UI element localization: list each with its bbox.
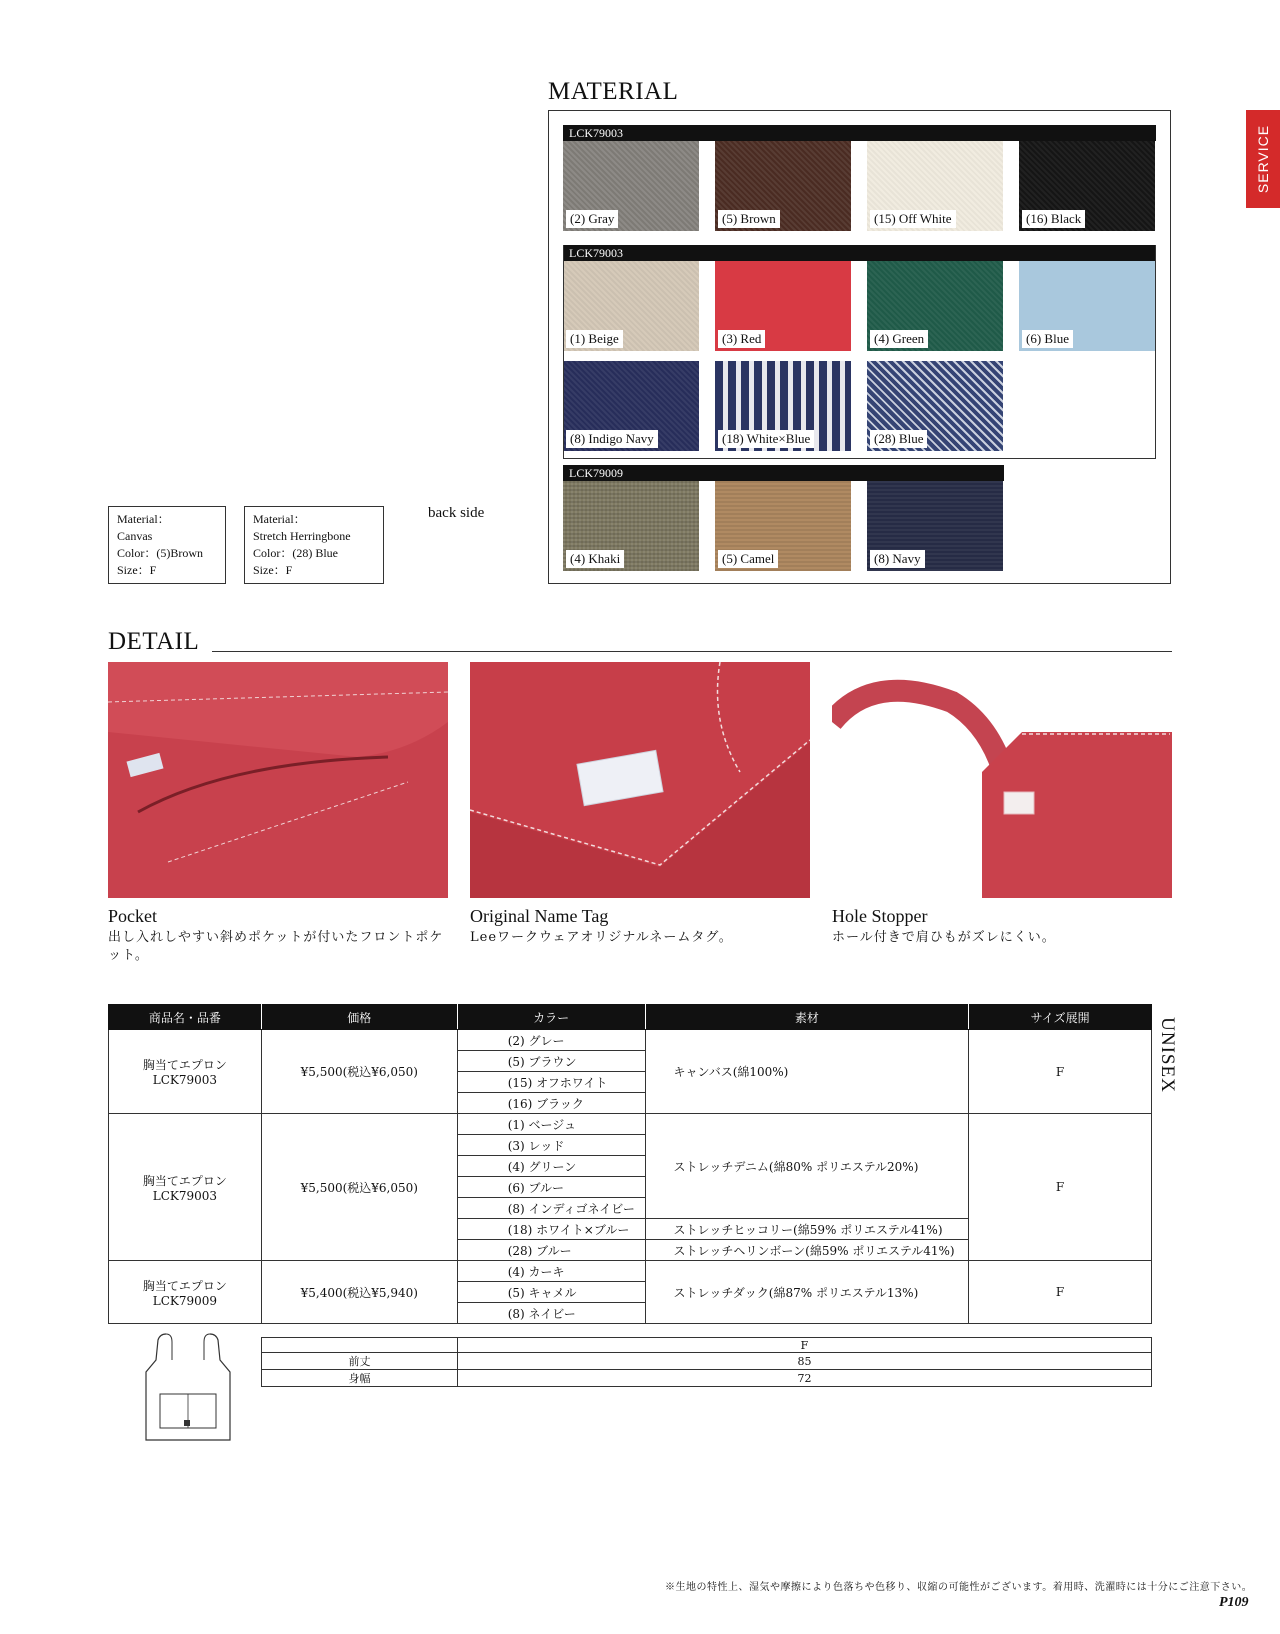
- spec-line: Color：(28) Blue: [253, 546, 338, 560]
- color-cell: (16) ブラック: [457, 1093, 645, 1114]
- size-header-blank: [262, 1338, 458, 1353]
- pocket-caption-text: 出し入れしやすい斜めポケットが付いたフロントポケット。: [108, 930, 444, 963]
- swatch-label: (5) Brown: [718, 210, 780, 228]
- name-tag-caption-title: Original Name Tag: [470, 906, 609, 926]
- size-label: 前丈: [262, 1353, 458, 1370]
- swatch-label: (5) Camel: [718, 550, 778, 568]
- spec-box-canvas: [108, 506, 226, 584]
- page-number: P109: [1219, 1595, 1249, 1610]
- header-color: カラー: [457, 1005, 645, 1030]
- spec-box-herringbone: [244, 506, 384, 584]
- material-cell: キャンバス(綿100%): [645, 1030, 969, 1114]
- swatch-beige: [563, 261, 699, 351]
- service-tab-label: SERVICE: [1255, 124, 1271, 194]
- size-cell: F: [969, 1030, 1152, 1114]
- color-cell: (3) レッド: [457, 1135, 645, 1156]
- product-name: 胸当てエプロン: [142, 1058, 227, 1072]
- price-cell: ¥5,400(税込¥5,940): [261, 1261, 457, 1324]
- swatch-label: (1) Beige: [566, 330, 623, 348]
- size-header-row: [262, 1338, 1152, 1353]
- swatch-indigo-navy: [563, 361, 699, 451]
- name-tag-photo: [470, 662, 810, 898]
- color-cell: (4) グリーン: [457, 1156, 645, 1177]
- spec-line: Material：: [117, 512, 170, 526]
- swatch-label: (28) Blue: [870, 430, 927, 448]
- unisex-text: UNISEX: [1157, 1017, 1179, 1093]
- group-code-bar: LCK79003: [563, 245, 1156, 261]
- product-table: [108, 1004, 1152, 1324]
- header-size: サイズ展開: [969, 1005, 1152, 1030]
- header-material: 素材: [645, 1005, 969, 1030]
- table-row: [109, 1114, 1152, 1135]
- swatch-khaki: [563, 481, 699, 571]
- swatch-label: (18) White×Blue: [718, 430, 814, 448]
- swatch-brown: [715, 141, 851, 231]
- product-name: 胸当てエプロン: [142, 1173, 227, 1188]
- spec-line: Stretch Herringbone: [253, 529, 351, 543]
- unisex-label: [1152, 1005, 1182, 1105]
- swatch-black: [1019, 141, 1155, 231]
- swatch-label: (4) Khaki: [566, 550, 624, 568]
- size-value: 85: [458, 1353, 1152, 1370]
- color-cell: (2) グレー: [457, 1030, 645, 1051]
- color-cell: (28) ブルー: [457, 1240, 645, 1261]
- size-label: 身幅: [262, 1370, 458, 1387]
- product-code: LCK79009: [152, 1293, 218, 1308]
- swatch-off-white: [867, 141, 1003, 231]
- size-value: 72: [458, 1370, 1152, 1387]
- spec-line: Canvas: [117, 529, 153, 543]
- hole-stopper-photo-art: [832, 662, 1172, 898]
- color-cell: (18) ホワイト×ブルー: [457, 1219, 645, 1240]
- swatch-blue: [1019, 261, 1155, 351]
- swatch-white-blue: [715, 361, 851, 451]
- pocket-photo-art: [108, 662, 448, 898]
- swatch-label: (8) Indigo Navy: [566, 430, 658, 448]
- table-row: [109, 1261, 1152, 1282]
- material-title: MATERIAL: [548, 78, 679, 105]
- material-cell: ストレッチヒッコリー(綿59% ポリエステル41%): [645, 1219, 969, 1240]
- size-cell: F: [969, 1114, 1152, 1261]
- color-cell: (5) ブラウン: [457, 1051, 645, 1072]
- product-name: 胸当てエプロン: [142, 1278, 227, 1293]
- color-cell: (4) カーキ: [457, 1261, 645, 1282]
- name-tag-photo-art: [470, 662, 810, 898]
- back-side-label: back side: [428, 505, 485, 521]
- price-cell: ¥5,500(税込¥6,050): [261, 1030, 457, 1114]
- color-cell: (15) オフホワイト: [457, 1072, 645, 1093]
- size-header: F: [458, 1338, 1152, 1353]
- swatch-gray: [563, 141, 699, 231]
- size-table: [261, 1337, 1152, 1387]
- apron-diagram: [138, 1332, 238, 1444]
- size-cell: F: [969, 1261, 1152, 1324]
- swatch-label: (15) Off White: [870, 210, 956, 228]
- table-header-row: [109, 1005, 1152, 1030]
- group-code-bar: LCK79003: [563, 125, 1156, 141]
- header-name: 商品名・品番: [109, 1005, 262, 1030]
- color-cell: (1) ベージュ: [457, 1114, 645, 1135]
- header-price: 価格: [261, 1005, 457, 1030]
- name-tag-caption-text: Leeワークウェアオリジナルネームタグ。: [470, 930, 733, 945]
- care-note: ※生地の特性上、湿気や摩擦により色落ちや色移り、収縮の可能性がございます。着用時、洗濯時には十分にご注意下さい。: [665, 1582, 1253, 1593]
- swatch-camel: [715, 481, 851, 571]
- spec-line: Material：: [253, 512, 306, 526]
- color-cell: (6) ブルー: [457, 1177, 645, 1198]
- size-row: [262, 1353, 1152, 1370]
- detail-rule: [212, 651, 1172, 652]
- spec-line: Size：F: [117, 563, 157, 577]
- swatch-label: (16) Black: [1022, 210, 1085, 228]
- price-cell: ¥5,500(税込¥6,050): [261, 1114, 457, 1261]
- swatch-red: [715, 261, 851, 351]
- hole-stopper-caption-text: ホール付きで肩ひもがズレにくい。: [832, 930, 1056, 945]
- swatch-herringbone-blue: [867, 361, 1003, 451]
- detail-title: DETAIL: [108, 628, 200, 655]
- color-cell: (8) ネイビー: [457, 1303, 645, 1324]
- swatch-green: [867, 261, 1003, 351]
- material-cell: ストレッチヘリンボーン(綿59% ポリエステル41%): [645, 1240, 969, 1261]
- swatch-label: (6) Blue: [1022, 330, 1073, 348]
- hole-stopper-photo: [832, 662, 1172, 898]
- material-cell: ストレッチダック(綿87% ポリエステル13%): [645, 1261, 969, 1324]
- spec-line: Size：F: [253, 563, 293, 577]
- group-code-bar: LCK79009: [563, 465, 1004, 481]
- product-code: LCK79003: [152, 1188, 218, 1203]
- swatch-label: (8) Navy: [870, 550, 925, 568]
- pocket-caption-title: Pocket: [108, 906, 157, 926]
- swatch-label: (4) Green: [870, 330, 928, 348]
- spec-line: Color：(5)Brown: [117, 546, 203, 560]
- hole-stopper-caption-title: Hole Stopper: [832, 906, 928, 926]
- product-code: LCK79003: [152, 1073, 218, 1087]
- swatch-label: (3) Red: [718, 330, 765, 348]
- swatch-navy: [867, 481, 1003, 571]
- size-row: [262, 1370, 1152, 1387]
- material-cell: ストレッチデニム(綿80% ポリエステル20%): [645, 1114, 969, 1219]
- material-box: [548, 110, 1171, 584]
- product-name-cell: [109, 1030, 262, 1114]
- product-name-cell: [109, 1261, 262, 1324]
- service-side-tab: [1246, 110, 1280, 208]
- product-name-cell: [109, 1114, 262, 1261]
- color-cell: (5) キャメル: [457, 1282, 645, 1303]
- swatch-label: (2) Gray: [566, 210, 618, 228]
- table-row: [109, 1030, 1152, 1051]
- color-cell: (8) インディゴネイビー: [457, 1198, 645, 1219]
- pocket-photo: [108, 662, 448, 898]
